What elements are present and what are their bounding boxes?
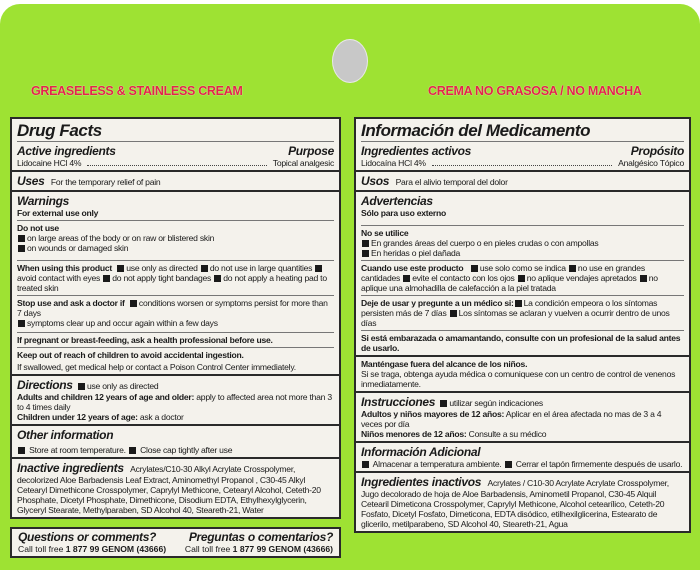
inactive-heading: Inactive ingredients — [17, 461, 124, 475]
do-not-use-heading: Do not use — [17, 223, 59, 233]
warnings-heading: Warnings — [17, 194, 70, 208]
hang-hole — [332, 39, 368, 83]
label-section — [17, 220, 334, 253]
inactive-ingredients: Acrylates/C10-30 Alkyl Acrylate Crosspolymer, decolorized Aloe Barbadensis Leaf Extract, Aminomethyl Propanol , C30-45 Alkyl Cetearyl Dimethicone Crosspolymer, Caprylyl Methicone, Cetearyl Alcohol, Ceteth-20 Phosphate, Dicetyl Phosphate, Dimethicone, Disodium EDTA, Ethylhexylglycerin, Glyceryl Stearate, Methylparaben, SD Alcohol 40, Steareth-21, Water — [17, 464, 321, 515]
label-section — [17, 347, 334, 372]
do-not-use-heading: No se utilice — [361, 228, 409, 238]
warning-item: do not apply tight bandages — [112, 273, 212, 283]
bullet-square-icon — [214, 275, 221, 282]
warning-item: do not use in large quantities — [209, 263, 313, 273]
label-section — [432, 159, 612, 166]
purpose: Analgésico Tópico — [618, 158, 684, 168]
drug-facts-title: Drug Facts — [17, 121, 102, 140]
bullet-square-icon — [18, 447, 25, 454]
bullet-square-icon — [201, 265, 208, 272]
active-heading: Active ingredients — [17, 144, 116, 158]
adults-label: Adults and children 12 years of age and older: — [17, 392, 195, 402]
questions-heading: Questions or comments? — [18, 530, 157, 544]
warning-item: do not apply a heating pad to treated skin — [17, 273, 327, 293]
swallowed-warning: Si se traga, obtenga ayuda médica o comuniquese con un centro de control de venenos inmediatamente. — [361, 369, 676, 389]
bullet-square-icon — [440, 400, 447, 407]
label-section — [361, 225, 684, 258]
adults-label: Adultos y niños mayores de 12 años: — [361, 409, 505, 419]
label-section — [17, 295, 334, 328]
other-info-item: Almacenar a temperatura ambiente. — [372, 459, 502, 469]
other-info-heading: Información Adicional — [361, 445, 481, 459]
phone-number[interactable]: 1 877 99 GENOM (43666) — [65, 544, 167, 554]
label-section — [361, 295, 684, 328]
warning-item: no aplique una almohadilla de calefacción a la piel tratada — [361, 273, 658, 293]
label-section — [361, 330, 684, 353]
directions-heading: Instrucciones — [361, 395, 436, 409]
bullet-square-icon — [315, 265, 322, 272]
bullet-square-icon — [518, 275, 525, 282]
stop-use-heading: Deje de usar y pregunte a un médico si: — [361, 298, 514, 308]
bullet-square-icon — [640, 275, 647, 282]
warnings-heading: Advertencias — [361, 194, 433, 208]
call-label: Call toll free — [18, 544, 64, 554]
children-direction: Consulte a su médico — [468, 429, 547, 439]
bullet-square-icon — [569, 265, 576, 272]
warning-item: use solo como se indica — [479, 263, 566, 273]
pregnancy-warning: Si está embarazada o amamantando, consulte con un profesional de la salud antes de usarlo. — [361, 333, 681, 353]
other-info-item: Close cap tightly after use — [140, 445, 233, 455]
label-section — [12, 426, 339, 459]
adults-direction: apply to affected area not more than 3 to 4 times daily — [17, 392, 332, 412]
children-label: Niños menores de 12 años: — [361, 429, 467, 439]
call-label: Call toll free — [184, 544, 231, 554]
label-section — [356, 393, 689, 443]
bullet-square-icon — [18, 320, 25, 327]
when-using-heading: Cuando use este producto — [361, 263, 464, 273]
label-section — [356, 192, 689, 357]
active-ingredient: Lidocaine HCl 4% — [17, 158, 82, 168]
warning-item: La condición empeora o los síntomas persisten más de 7 días — [361, 298, 658, 318]
label-section — [361, 158, 684, 168]
label-section — [17, 141, 334, 168]
stop-use-heading: Stop use and ask a doctor if — [17, 298, 125, 308]
warning-item: Los síntomas se aclaran y vuelven a ocurrir dentro de unos días — [361, 308, 670, 328]
pregnancy-warning: If pregnant or breast-feeding, ask a health professional before use. — [17, 335, 273, 345]
purpose-heading: Purpose — [288, 144, 334, 158]
warning-item: no aplique vendajes apretados — [526, 273, 637, 283]
purpose-heading: Propósito — [630, 144, 684, 158]
warning-item: En heridas o piel dañada — [371, 248, 461, 258]
warning-item: conditions worsen or symptoms persist for more than 7 days — [17, 298, 328, 318]
label-section — [17, 144, 334, 158]
bullet-square-icon — [471, 265, 478, 272]
preguntas-heading: Preguntas o comentarios? — [188, 530, 333, 544]
warning-item: on wounds or damaged skin — [27, 243, 129, 253]
label-section — [356, 172, 689, 192]
external-use: Sólo para uso externo — [361, 208, 447, 218]
label-section — [87, 159, 266, 166]
bullet-square-icon — [505, 461, 512, 468]
warning-item: avoid contact with eyes — [17, 273, 101, 283]
label-section — [12, 119, 339, 172]
uses-heading: Uses — [17, 174, 45, 188]
uses-heading: Usos — [361, 174, 390, 188]
other-info-item: Store at room temperature. — [29, 445, 126, 455]
label-section — [356, 443, 689, 473]
children-label: Children under 12 years of age: — [17, 412, 138, 422]
uses-text: For the temporary relief of pain — [50, 177, 161, 187]
warning-item: evite el contacto con los ojos — [412, 273, 515, 283]
tagline-spanish: CREMA NO GRASOSA / NO MANCHA — [428, 84, 642, 98]
adults-direction: Aplicar en el área afectada no mas de 3 a 4 veces por día — [361, 409, 662, 429]
label-section — [356, 119, 689, 172]
bullet-square-icon — [450, 310, 457, 317]
right-column — [354, 117, 691, 533]
label-section — [356, 473, 689, 531]
purpose: Topical analgesic — [272, 158, 334, 168]
label-section — [361, 260, 684, 293]
label-section — [18, 530, 333, 544]
swallowed-warning: If swallowed, get medical help or contact a Poison Control Center immediately. — [17, 362, 296, 372]
active-ingredient: Lidocaína HCl 4% — [361, 158, 426, 168]
warning-item: no use en grandes cantidades — [361, 263, 645, 283]
label-section — [356, 357, 689, 393]
bullet-square-icon — [130, 300, 137, 307]
warning-item: use only as directed — [126, 263, 198, 273]
bullet-square-icon — [362, 250, 369, 257]
bullet-square-icon — [78, 383, 85, 390]
inactive-heading: Ingredientes inactivos — [361, 475, 482, 489]
uses-text: Para el alivio temporal del dolor — [395, 177, 508, 187]
label-section — [12, 192, 339, 376]
informacion-title: Información del Medicamento — [361, 121, 591, 140]
drug-facts-panel — [10, 117, 341, 519]
warning-item: on large areas of the body or on raw or blistered skin — [27, 233, 215, 243]
keep-out-warning: Manténgase fuera del alcance de los niños. — [361, 359, 528, 369]
label-section — [18, 544, 333, 555]
keep-out-warning: Keep out of reach of children to avoid accidental ingestion. — [17, 350, 244, 360]
direction-item: use only as directed — [86, 381, 159, 391]
questions-box — [10, 527, 341, 558]
label-section — [17, 332, 334, 345]
other-info-item: Cerrar el tapón firmemente después de usarlo. — [515, 459, 683, 469]
label-section — [17, 260, 334, 293]
bullet-square-icon — [403, 275, 410, 282]
directions-heading: Directions — [17, 378, 73, 392]
children-direction: ask a doctor — [139, 412, 184, 422]
informacion-panel — [354, 117, 691, 533]
label-section — [12, 376, 339, 426]
bullet-square-icon — [515, 300, 522, 307]
label-section — [361, 144, 684, 158]
inactive-ingredients: Acrylates / C10-30 Acrylate Acrylate Crosspolymer, Jugo decolorado de hoja de Aloe Barbadensis, Aminometil Propanol, C30-45 Alquil Cetearil Dimeticona Crosspolymer, Caprylyl Methicone, Alcohol cetearílico, Ceteth-20 Fosfato, Dicetyl Fosfato, Dimeticona, EDTA disódico, etilhexilglicerina, Estearato de glicerilo, metilparabeno, SD Alcohol 40, Steareth-21, Agua — [361, 478, 669, 529]
left-column — [10, 117, 341, 558]
label-section — [12, 172, 339, 192]
external-use: For external use only — [17, 208, 99, 218]
label-section — [361, 141, 684, 168]
bullet-square-icon — [129, 447, 136, 454]
label-section — [17, 158, 334, 168]
bullet-square-icon — [362, 240, 369, 247]
bullet-square-icon — [18, 235, 25, 242]
bullet-square-icon — [18, 245, 25, 252]
tagline-english: GREASELESS & STAINLESS CREAM — [31, 84, 243, 98]
bullet-square-icon — [362, 461, 369, 468]
direction-item: utilizar según indicaciones — [449, 398, 543, 408]
label-section — [12, 459, 339, 517]
other-info-heading: Other information — [17, 428, 114, 442]
phone-number[interactable]: 1 877 99 GENOM (43666) — [232, 544, 333, 554]
warning-item: En grandes áreas del cuerpo o en pieles crudas o con ampollas — [371, 238, 599, 248]
when-using-heading: When using this product — [17, 263, 112, 273]
warning-item: symptoms clear up and occur again within a few days — [27, 318, 218, 328]
bullet-square-icon — [117, 265, 124, 272]
bullet-square-icon — [103, 275, 110, 282]
active-heading: Ingredientes activos — [361, 144, 472, 158]
